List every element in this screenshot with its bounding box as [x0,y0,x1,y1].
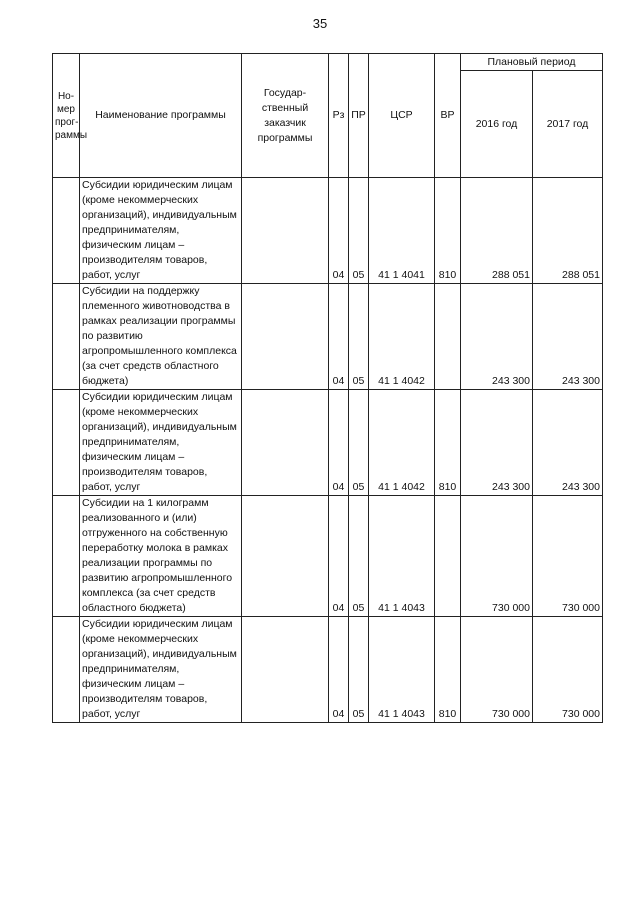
amount-2016-cell: 730 000 [461,617,533,723]
header-customer: Государ-ственный заказчик программы [242,54,329,178]
program-number-cell [53,284,80,390]
header-program-number: Но-мер прог-раммы [53,54,80,178]
amount-2017-cell: 730 000 [533,496,603,617]
rz-cell: 04 [329,390,349,496]
csr-cell: 41 1 4043 [369,496,435,617]
program-number-cell [53,390,80,496]
vr-cell [435,496,461,617]
program-name-cell: Субсидии на 1 килограмм реализованного и (или) отгруженного на собственную переработку молока в рамках реализации программы по развитию агропромышленного комплекса (за счет средств областного бюджета) [80,496,242,617]
program-name-cell: Субсидии юридическим лицам (кроме некоммерческих организаций), индивидуальным предпринимателям, физическим лицам – производителям товаров, работ, услуг [80,617,242,723]
header-rz: Рз [329,54,349,178]
csr-cell: 41 1 4042 [369,284,435,390]
budget-table [52,53,603,723]
rz-cell: 04 [329,284,349,390]
header-program-name: Наименование программы [80,54,242,178]
customer-cell [242,284,329,390]
pr-cell: 05 [349,284,369,390]
vr-cell [435,284,461,390]
table-row [53,617,603,723]
page-number: 35 [312,16,328,31]
table-row [53,284,603,390]
vr-cell: 810 [435,617,461,723]
pr-cell: 05 [349,178,369,284]
amount-2017-cell: 730 000 [533,617,603,723]
header-row-top [53,54,603,71]
rz-cell: 04 [329,617,349,723]
amount-2017-cell: 288 051 [533,178,603,284]
header-vr: ВР [435,54,461,178]
program-number-cell [53,496,80,617]
rz-cell: 04 [329,178,349,284]
vr-cell: 810 [435,390,461,496]
header-year-2016: 2016 год [461,71,533,178]
rz-cell: 04 [329,496,349,617]
table-row [53,496,603,617]
customer-cell [242,496,329,617]
csr-cell: 41 1 4042 [369,390,435,496]
program-number-cell [53,178,80,284]
pr-cell: 05 [349,496,369,617]
vr-cell: 810 [435,178,461,284]
pr-cell: 05 [349,390,369,496]
header-pr: ПР [349,54,369,178]
table-row [53,390,603,496]
program-number-cell [53,617,80,723]
amount-2016-cell: 243 300 [461,390,533,496]
header-year-2017: 2017 год [533,71,603,178]
pr-cell: 05 [349,617,369,723]
csr-cell: 41 1 4041 [369,178,435,284]
table-row [53,178,603,284]
header-csr: ЦСР [369,54,435,178]
amount-2016-cell: 288 051 [461,178,533,284]
program-name-cell: Субсидии юридическим лицам (кроме некоммерческих организаций), индивидуальным предпринимателям, физическим лицам – производителям товаров, работ, услуг [80,178,242,284]
amount-2016-cell: 730 000 [461,496,533,617]
program-name-cell: Субсидии на поддержку племенного животноводства в рамках реализации программы по развитию агропромышленного комплекса (за счет средств областного бюджета) [80,284,242,390]
amount-2017-cell: 243 300 [533,284,603,390]
program-name-cell: Субсидии юридическим лицам (кроме некоммерческих организаций), индивидуальным предпринимателям, физическим лицам – производителям товаров, работ, услуг [80,390,242,496]
customer-cell [242,390,329,496]
customer-cell [242,617,329,723]
amount-2017-cell: 243 300 [533,390,603,496]
customer-cell [242,178,329,284]
amount-2016-cell: 243 300 [461,284,533,390]
csr-cell: 41 1 4043 [369,617,435,723]
header-planning-period: Плановый период [461,54,603,71]
